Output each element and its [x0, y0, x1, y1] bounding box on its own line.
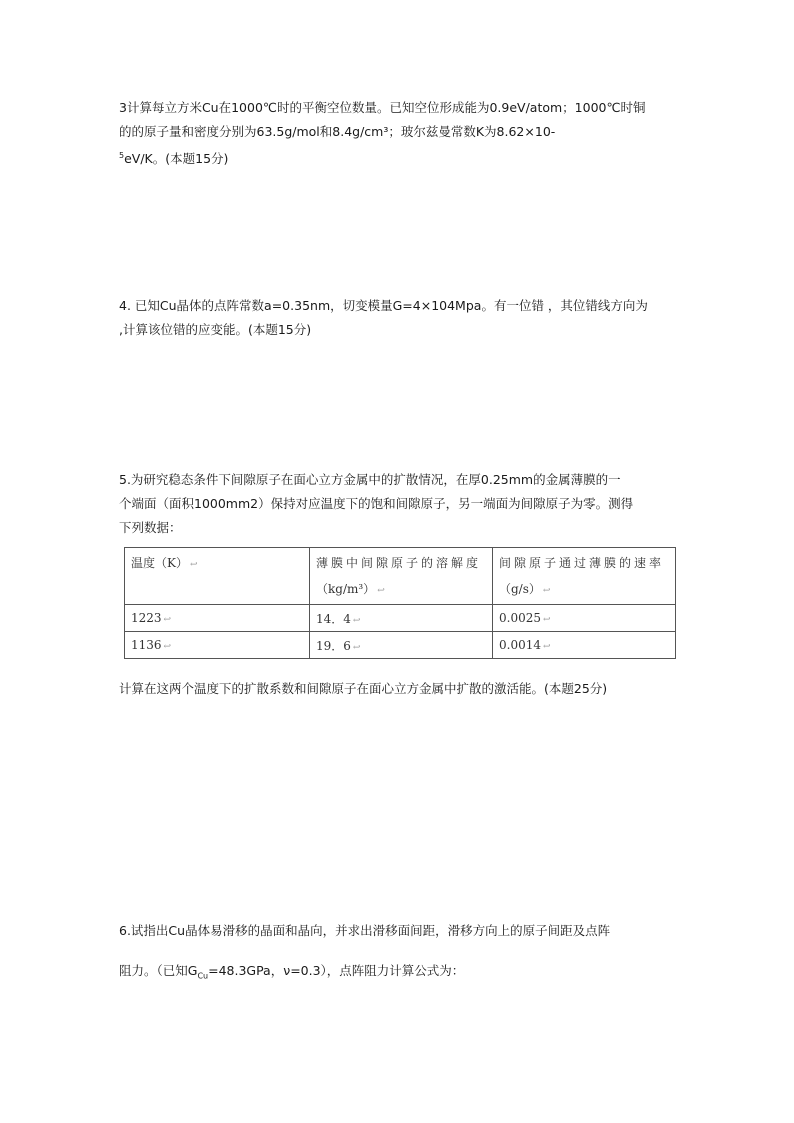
diffusion-data-table — [124, 547, 676, 659]
q6-line-2: 阻力。（已知$G_{Cu}=48.3GPa$，ν=0.3），点阵阻力计算公式为： — [119, 963, 465, 981]
cell-solubility-2: 19．6 ↩ — [310, 632, 493, 659]
cell-rate-2: 0.0014 ↩ — [493, 632, 676, 659]
q5-after: 计算在这两个温度下的扩散系数和间隙原子在面心立方金属中扩散的激活能。(本题25分) — [119, 681, 608, 696]
table-row — [125, 605, 676, 632]
q6-subscript: Cu — [197, 971, 209, 981]
cell-rate-1: 0.0025 ↩ — [493, 605, 676, 632]
cell-temp-2: 1136 ↩ — [125, 632, 310, 659]
header-solubility: 薄膜中间隙原子的溶解度 （kg/m³） ↩ — [310, 548, 493, 605]
q5-line-3: 下列数据： — [119, 520, 182, 535]
q3-line-2: 的的原子量和密度分别为63.5g/mol和8.4g/cm³；玻尔兹曼常数K为8.62×10- — [119, 124, 556, 139]
q6-line-1: 6.试指出Cu晶体易滑移的晶面和晶向，并求出滑移面间距，滑移方向上的原子间距及点阵 — [119, 923, 611, 938]
cell-solubility-1: 14．4 ↩ — [310, 605, 493, 632]
header-temperature: 温度（K） ↩ — [125, 548, 310, 605]
table-header-row — [125, 548, 676, 605]
question-6 — [119, 918, 679, 990]
q3-exponent: 5 — [119, 151, 125, 160]
q5-line-1: 5.为研究稳态条件下间隙原子在面心立方金属中的扩散情况，在厚0.25mm的金属薄膜的一 — [119, 472, 621, 487]
question-4 — [119, 294, 679, 342]
question-5 — [119, 468, 679, 540]
q5-line-2: 个端面（面积1000mm2）保持对应温度下的饱和间隙原子，另一端面为间隙原子为零。测得 — [119, 496, 634, 511]
q4-line-2: ,计算该位错的应变能。(本题15分) — [119, 322, 312, 337]
q3-line-1: 3计算每立方米Cu在1000℃时的平衡空位数量。已知空位形成能为0.9eV/atom；1000℃时铜 — [119, 100, 646, 115]
q3-line-3-text: eV/K。(本题15分) — [124, 151, 229, 167]
q3-line-3 — [119, 144, 679, 171]
question-5-task — [119, 677, 679, 701]
question-3 — [119, 96, 679, 171]
table-row — [125, 632, 676, 659]
header-rate: 间隙原子通过薄膜的速率 （g/s） ↩ — [493, 548, 676, 605]
cell-temp-1: 1223 ↩ — [125, 605, 310, 632]
q4-line-1: 4. 已知Cu晶体的点阵常数a=0.35nm，切变模量G=4×104Mpa。有一位错 ，其位错线方向为 — [119, 298, 648, 313]
